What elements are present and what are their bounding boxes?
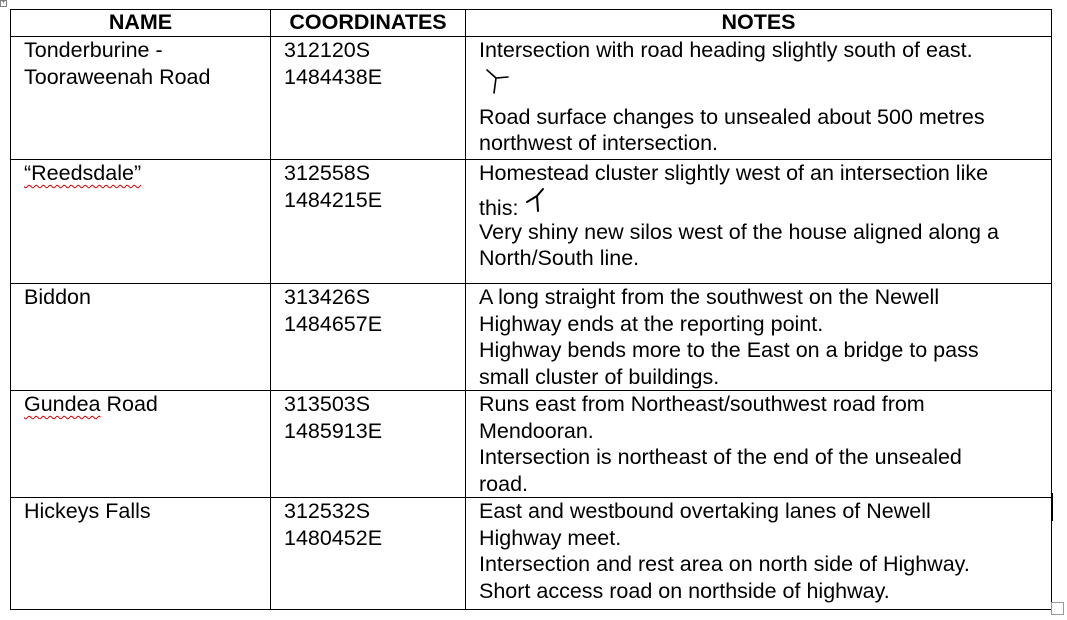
cell-coordinates[interactable] — [271, 284, 466, 391]
cell-notes[interactable] — [466, 37, 1052, 160]
table-row — [11, 391, 1052, 498]
cell-coordinates[interactable] — [271, 37, 466, 160]
table-move-handle-icon[interactable]: + — [1, 0, 6, 6]
notes-text: this: — [479, 195, 519, 220]
table-header-row — [11, 10, 1052, 37]
table-row — [11, 37, 1052, 160]
cell-notes[interactable] — [466, 498, 1052, 610]
header-notes: NOTES — [466, 10, 1052, 37]
name-line — [24, 391, 260, 418]
notes-line: small cluster of buildings. — [479, 364, 720, 389]
header-coordinates: COORDINATES — [271, 10, 466, 37]
name-line: Biddon — [24, 285, 91, 309]
notes-line: Highway ends at the reporting point. — [479, 311, 824, 336]
cell-name[interactable] — [11, 284, 271, 391]
spellcheck-flagged-word[interactable]: Gundea — [24, 392, 101, 416]
cell-notes[interactable] — [466, 284, 1052, 391]
table-row — [11, 284, 1052, 391]
notes-line: road. — [479, 471, 529, 496]
notes-line-with-sketch — [479, 187, 1041, 219]
reporting-points-table — [10, 9, 1052, 610]
cell-notes[interactable] — [466, 391, 1052, 498]
longitude: 1484438E — [284, 64, 383, 89]
cell-name[interactable] — [11, 498, 271, 610]
notes-line: Highway meet. — [479, 525, 622, 550]
notes-line: Very shiny new silos west of the house aligned along a — [479, 219, 999, 244]
longitude: 1484657E — [284, 311, 383, 336]
latitude: 312558S — [284, 161, 371, 185]
latitude: 313503S — [284, 392, 371, 416]
name-line: Tonderburine - — [24, 38, 163, 62]
notes-line: Intersection with road heading slightly south of east. — [479, 38, 973, 62]
notes-line: A long straight from the southwest on the Newell — [479, 285, 940, 309]
latitude: 313426S — [284, 285, 371, 309]
notes-line: East and westbound overtaking lanes of Newell — [479, 499, 931, 523]
notes-line: Intersection is northeast of the end of the unsealed — [479, 445, 962, 469]
name-line: Hickeys Falls — [24, 499, 151, 523]
cell-notes[interactable] — [466, 160, 1052, 284]
cell-coordinates[interactable] — [271, 160, 466, 284]
notes-line: Short access road on northside of highway. — [479, 578, 890, 603]
notes-line: Highway bends more to the East on a bridge to pass — [479, 338, 979, 362]
text-cursor — [1051, 493, 1053, 521]
table-row — [11, 160, 1052, 284]
name-line: Tooraweenah Road — [24, 64, 211, 89]
cell-name[interactable] — [11, 37, 271, 160]
notes-line: North/South line. — [479, 246, 640, 270]
header-name: NAME — [11, 10, 271, 37]
notes-line: Runs east from Northeast/southwest road from — [479, 392, 925, 416]
cell-coordinates[interactable] — [271, 391, 466, 498]
latitude: 312532S — [284, 499, 371, 523]
longitude: 1485913E — [284, 418, 383, 443]
notes-line: Homestead cluster slightly west of an intersection like — [479, 161, 989, 185]
notes-line: Mendooran. — [479, 418, 594, 443]
spellcheck-flagged-word[interactable]: “Reedsdale” — [24, 161, 142, 185]
cell-name[interactable] — [11, 160, 271, 284]
road-junction-sketch-icon — [479, 64, 1041, 104]
name-line — [24, 160, 260, 187]
name-rest: Road — [100, 392, 158, 416]
notes-line: Intersection and rest area on north side of Highway. — [479, 552, 970, 576]
latitude: 312120S — [284, 38, 371, 62]
cell-name[interactable] — [11, 391, 271, 498]
longitude: 1484215E — [284, 187, 383, 212]
notes-line: northwest of intersection. — [479, 131, 719, 155]
table-row — [11, 498, 1052, 610]
longitude: 1480452E — [284, 525, 383, 550]
table-resize-handle-icon[interactable] — [1051, 602, 1064, 615]
cell-coordinates[interactable] — [271, 498, 466, 610]
notes-line: Road surface changes to unsealed about 500 metres — [479, 104, 985, 129]
